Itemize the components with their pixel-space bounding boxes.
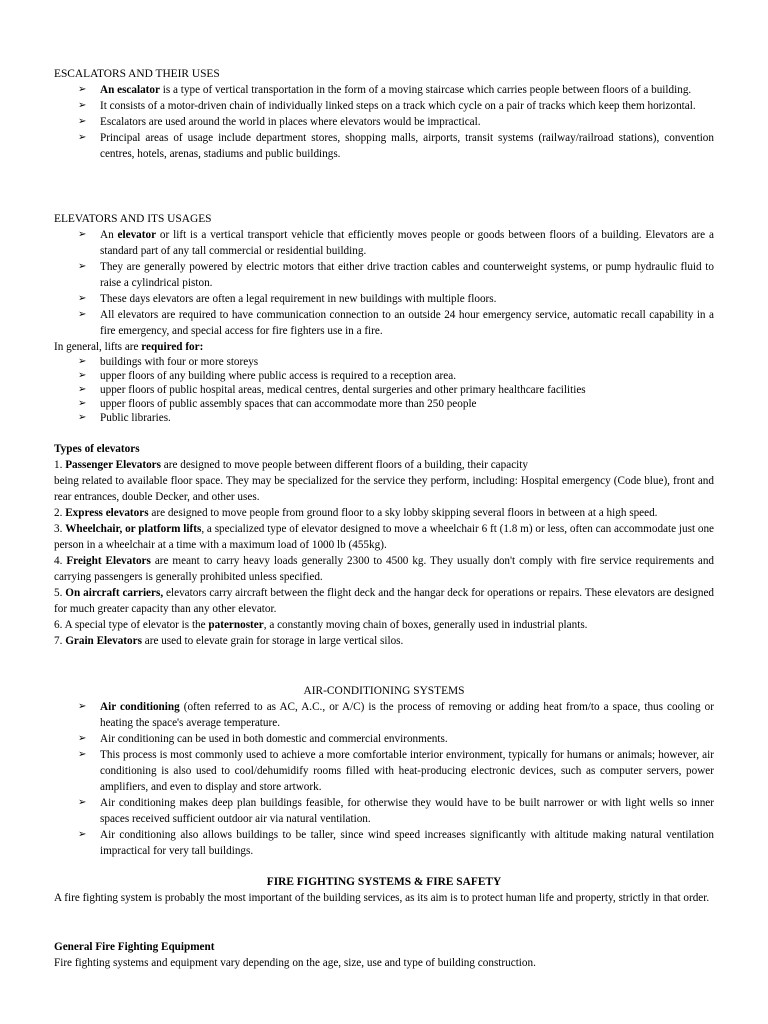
list-item: ➢ Principal areas of usage include department stores, shopping malls, airports, transit systems (railway/railroad stations), convention centres, hotels, arenas, stadiums and public buildings.	[78, 132, 714, 160]
section-heading: AIR-CONDITIONING SYSTEMS	[303, 685, 465, 697]
section-escalators	[54, 66, 714, 162]
list-item: ➢ They are generally powered by electric motors that either drive traction cables and counterweight systems, or pump hydraulic fluid to raise a cylindrical piston.	[78, 261, 714, 289]
list-item: ➢ upper floors of public assembly spaces that can accommodate more than 250 people	[78, 398, 477, 410]
list-item: ➢ Air conditioning can be used in both domestic and commercial environments.	[78, 733, 448, 745]
list-item: ➢ This process is most commonly used to achieve a more comfortable interior environment, typically for humans or animals; however, air conditioning is also used to cool/dehumidify rooms filled with heat-producing electronic devices, such as computer servers, power amplifiers, and even to display and store artwork.	[78, 749, 714, 793]
arrow-bullet-icon: ➢	[78, 356, 87, 367]
subheading: General Fire Fighting Equipment	[54, 941, 215, 953]
arrow-bullet-icon: ➢	[78, 84, 87, 95]
elevator-list	[54, 227, 714, 339]
escalator-list	[54, 82, 714, 162]
list-item: ➢ Air conditioning (often referred to as AC, A.C., or A/C) is the process of removing or adding heat from/to a space, thus cooling or heating the space's average temperature.	[78, 701, 714, 729]
section-heading: ESCALATORS AND THEIR USES	[54, 68, 220, 80]
type-item: 3. Wheelchair, or platform lifts, a specialized type of elevator designed to move a wheelchair 6 ft (1.8 m) or less, often can accommodate just one person in a wheelchair at a time with a maximum load of 1000 lb (455kg).	[54, 523, 715, 551]
list-item: ➢ An escalator is a type of vertical transportation in the form of a moving staircase which carries people between floors of a building.	[78, 84, 692, 96]
list-item: ➢ buildings with four or more storeys	[78, 356, 259, 368]
section-elevators	[54, 211, 714, 425]
required-intro: In general, lifts are required for:	[54, 341, 204, 353]
subheading: Types of elevators	[54, 443, 140, 455]
arrow-bullet-icon: ➢	[78, 370, 87, 381]
fire-intro: A fire fighting system is probably the most important of the building services, as its aim is to protect human life and property, strictly in that order.	[54, 892, 710, 904]
type-item: 4. Freight Elevators are meant to carry heavy loads generally 2300 to 4500 kg. They usually don't comply with fire service requirements and carrying passengers is generally prohibited unless specified.	[54, 555, 715, 583]
arrow-bullet-icon: ➢	[78, 412, 87, 423]
section-fire	[54, 874, 714, 906]
list-item: ➢ upper floors of public hospital areas, medical centres, dental surgeries and other primary healthcare facilities	[78, 384, 586, 396]
arrow-bullet-icon: ➢	[78, 100, 87, 111]
arrow-bullet-icon: ➢	[78, 229, 87, 240]
list-item: ➢ An elevator or lift is a vertical transport vehicle that efficiently moves people or goods between floors of a building. Elevators are a standard part of any tall commercial or residential building.	[78, 229, 714, 257]
arrow-bullet-icon: ➢	[78, 701, 87, 712]
list-item: ➢ Air conditioning also allows buildings to be taller, since wind speed increases significantly with altitude making natural ventilation impractical for very tall buildings.	[78, 829, 714, 857]
section-aircon	[54, 683, 714, 859]
list-item: ➢ All elevators are required to have communication connection to an outside 24 hour emergency service, automatic recall capability in a fire emergency, and special access for fire fighters use in a fire.	[78, 309, 714, 337]
arrow-bullet-icon: ➢	[78, 749, 87, 760]
required-list	[54, 355, 714, 425]
type-item: 1. Passenger Elevators are designed to move people between different floors of a building, their capacity	[54, 459, 528, 471]
arrow-bullet-icon: ➢	[78, 797, 87, 808]
section-fire-equipment	[54, 939, 714, 971]
equipment-text: Fire fighting systems and equipment vary depending on the age, size, use and type of building construction.	[54, 957, 536, 969]
type-item: 6. A special type of elevator is the paternoster, a constantly moving chain of boxes, generally used in industrial plants.	[54, 619, 588, 631]
list-item: ➢ It consists of a motor-driven chain of individually linked steps on a track which cycle on a pair of tracks which keep them horizontal.	[78, 100, 696, 112]
type-item: being related to available floor space. They may be specialized for the service they perform, including: Hospital emergency (Code blue), front and rear entrances, double Decker, and other uses.	[54, 475, 714, 503]
arrow-bullet-icon: ➢	[78, 733, 87, 744]
aircon-list	[54, 699, 714, 859]
section-types	[54, 441, 714, 649]
list-item: ➢ upper floors of any building where public access is required to a reception area.	[78, 370, 457, 382]
arrow-bullet-icon: ➢	[78, 384, 87, 395]
section-heading: ELEVATORS AND ITS USAGES	[54, 213, 212, 225]
arrow-bullet-icon: ➢	[78, 398, 87, 409]
arrow-bullet-icon: ➢	[78, 293, 87, 304]
list-item: ➢ Escalators are used around the world in places where elevators would be impractical.	[78, 116, 481, 128]
list-item: ➢ Public libraries.	[78, 412, 171, 424]
type-item: 5. On aircraft carriers, elevators carry aircraft between the flight deck and the hangar deck for operations or repairs. These elevators are designed for much greater capacity than any other elevator.	[54, 587, 715, 615]
type-item: 7. Grain Elevators are used to elevate grain for storage in large vertical silos.	[54, 635, 404, 647]
arrow-bullet-icon: ➢	[78, 309, 87, 320]
type-item: 2. Express elevators are designed to move people from ground floor to a sky lobby skipping several floors in between at a high speed.	[54, 507, 658, 519]
arrow-bullet-icon: ➢	[78, 829, 87, 840]
list-item: ➢ These days elevators are often a legal requirement in new buildings with multiple floors.	[78, 293, 497, 305]
arrow-bullet-icon: ➢	[78, 116, 87, 127]
section-heading: FIRE FIGHTING SYSTEMS & FIRE SAFETY	[266, 876, 502, 888]
arrow-bullet-icon: ➢	[78, 261, 87, 272]
arrow-bullet-icon: ➢	[78, 132, 87, 143]
list-item: ➢ Air conditioning makes deep plan buildings feasible, for otherwise they would have to be built narrower or with light wells so inner spaces received sufficient outdoor air via natural ventilation.	[78, 797, 714, 825]
